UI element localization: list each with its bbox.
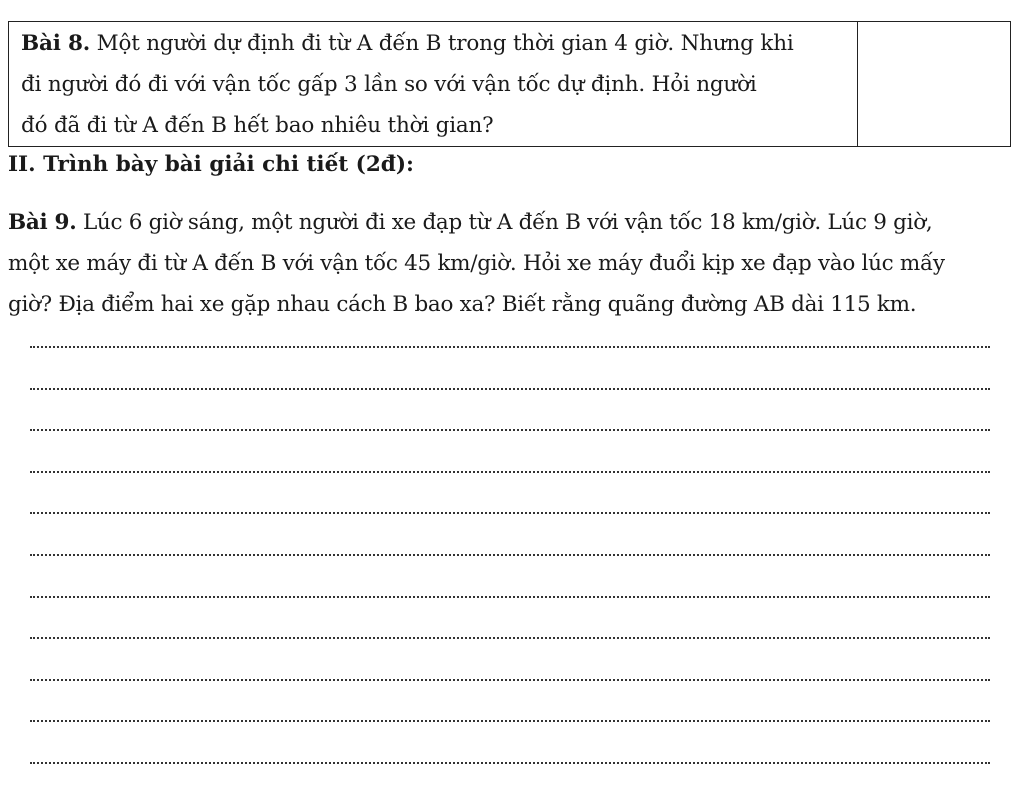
section-title: II. Trình bày bài giải chi tiết (2đ): [8,152,414,177]
question-8-line-2: đi người đó đi với vận tốc gấp 3 lần so với vận tốc dự định. Hỏi người [21,72,757,97]
answer-line[interactable] [30,760,990,764]
question-9-line-3: giờ? Địa điểm hai xe gặp nhau cách B bao xa? Biết rằng quãng đường AB dài 115 km. [8,292,917,317]
question-8-table [8,21,1011,147]
answer-line[interactable] [30,677,990,681]
answer-line[interactable] [30,594,990,598]
question-8-cell [9,22,858,147]
question-9-label: Bài 9. [8,210,77,235]
answer-line[interactable] [30,510,990,514]
answer-line[interactable] [30,718,990,722]
answer-lines[interactable] [30,344,990,802]
question-8-label: Bài 8. [21,31,91,56]
answer-line[interactable] [30,635,990,639]
answer-line[interactable] [30,552,990,556]
question-8-answer-cell[interactable] [858,22,1011,147]
question-9-text [8,202,1018,325]
question-8-text [9,23,857,146]
answer-line[interactable] [30,344,990,348]
question-8-line-1: Bài 8. Một người dự định đi từ A đến B trong thời gian 4 giờ. Nhưng khi [21,31,794,56]
question-9-line-2: một xe máy đi từ A đến B với vận tốc 45 km/giờ. Hỏi xe máy đuổi kịp xe đạp vào lúc mấy [8,251,945,276]
question-9-line-1: Bài 9. Lúc 6 giờ sáng, một người đi xe đạp từ A đến B với vận tốc 18 km/giờ. Lúc 9 giờ, [8,210,933,235]
answer-line[interactable] [30,427,990,431]
answer-line[interactable] [30,469,990,473]
question-8-line-3: đó đã đi từ A đến B hết bao nhiêu thời gian? [21,113,494,138]
answer-line[interactable] [30,386,990,390]
